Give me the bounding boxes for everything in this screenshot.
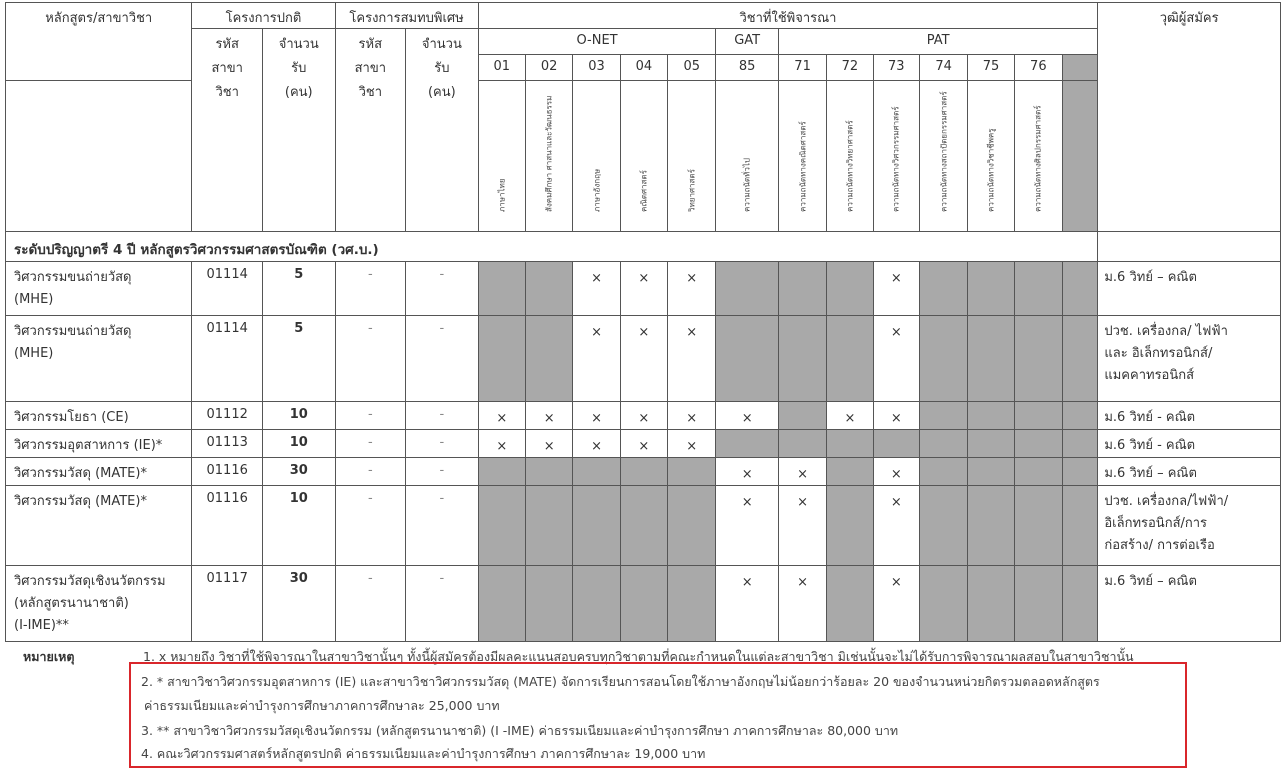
shaded-cell <box>525 458 572 486</box>
shaded-cell <box>1063 316 1098 402</box>
subject-name: ความถนัดทางคณิตศาสตร์ <box>778 81 826 232</box>
subject-mark: × <box>573 316 620 402</box>
shaded-cell <box>1063 566 1098 642</box>
shaded-cell <box>1063 55 1098 81</box>
subject-mark: × <box>873 566 919 642</box>
program-name <box>6 262 192 316</box>
shaded-cell <box>968 262 1014 316</box>
shaded-cell <box>827 316 873 402</box>
subject-mark: × <box>620 430 667 458</box>
subject-name: ความถนัดทั่วไป <box>716 81 778 232</box>
shaded-cell <box>1014 430 1062 458</box>
shaded-cell <box>968 316 1014 402</box>
shaded-cell <box>620 566 667 642</box>
shaded-cell <box>968 486 1014 566</box>
subject-name: คณิตศาสตร์ <box>620 81 667 232</box>
program-name-line: วิศวกรรมโยธา (CE) <box>14 410 129 425</box>
qualification-line: อิเล็กทรอนิกส์/การ <box>1104 516 1208 531</box>
special-seats: - <box>406 458 479 486</box>
header-program: หลักสูตร/สาขาวิชา <box>6 3 192 81</box>
notes-title: หมายเหตุ <box>23 649 75 664</box>
header-regular: โครงการปกติ <box>192 3 335 29</box>
subject-mark: × <box>668 402 716 430</box>
special-seats: - <box>406 430 479 458</box>
subject-code: 75 <box>968 55 1014 81</box>
table-row <box>6 458 1281 486</box>
shaded-cell <box>1063 430 1098 458</box>
subject-mark: × <box>778 486 826 566</box>
shaded-cell <box>778 430 826 458</box>
special-code: - <box>335 486 406 566</box>
shaded-cell <box>716 262 778 316</box>
table-row <box>6 486 1281 566</box>
note-2b: ค่าธรรมเนียมและค่าบำรุงการศึกษาภาคการศึกษาละ 25,000 บาท <box>144 698 500 713</box>
shaded-cell <box>919 316 967 402</box>
shaded-cell <box>827 458 873 486</box>
table-row <box>6 402 1281 430</box>
shaded-cell <box>573 486 620 566</box>
qualification <box>1098 262 1281 316</box>
qualification <box>1098 402 1281 430</box>
special-code: - <box>335 262 406 316</box>
special-seats: - <box>406 262 479 316</box>
qualification-line: ม.6 วิทย์ – คณิต <box>1104 466 1197 481</box>
program-name-line: วิศวกรรมขนถ่ายวัสดุ <box>14 324 132 339</box>
program-name-line: วิศวกรรมอุตสาหการ (IE)* <box>14 438 163 453</box>
subject-mark: × <box>620 402 667 430</box>
shaded-cell <box>778 316 826 402</box>
shaded-cell <box>919 566 967 642</box>
qualification-line: ปวช. เครื่องกล/ไฟฟ้า/ <box>1104 494 1229 509</box>
shaded-cell <box>620 486 667 566</box>
subject-mark: × <box>716 458 778 486</box>
shaded-cell <box>827 430 873 458</box>
subject-name: ความถนัดทางวิศวกรรมศาสตร์ <box>873 81 919 232</box>
subject-name: ความถนัดทางสถาปัตยกรรมศาสตร์ <box>919 81 967 232</box>
shaded-cell <box>668 486 716 566</box>
program-code: 01112 <box>192 402 263 430</box>
shaded-cell <box>827 262 873 316</box>
subject-mark: × <box>778 566 826 642</box>
program-code: 01113 <box>192 430 263 458</box>
section-title: ระดับปริญญาตรี 4 ปี หลักสูตรวิศวกรรมศาสตรบัณฑิต (วศ.บ.) <box>6 232 1098 262</box>
qualification-line: ก่อสร้าง/ การต่อเรือ <box>1104 538 1215 553</box>
program-name <box>6 458 192 486</box>
shaded-cell <box>919 402 967 430</box>
shaded-cell <box>873 430 919 458</box>
subject-mark: × <box>620 316 667 402</box>
group-pat: PAT <box>778 29 1097 55</box>
special-code: - <box>335 402 406 430</box>
program-code: 01114 <box>192 262 263 316</box>
subject-code: 03 <box>573 55 620 81</box>
subject-code: 72 <box>827 55 873 81</box>
note-2a: 2. * สาขาวิชาวิศวกรรมอุตสาหการ (IE) และสาขาวิชาวิศวกรรมวัสดุ (MATE) จัดการเรียนการสอนโดยใช้ภาษาอังกฤษไม่น้อยกว่าร้อยละ 20 ของจำนวนหน่วยกิตรวมตลอดหลักสูตร <box>141 674 1100 689</box>
shaded-cell <box>1014 458 1062 486</box>
program-name-line: (I-IME)** <box>14 618 69 633</box>
subject-mark: × <box>668 262 716 316</box>
program-name <box>6 402 192 430</box>
shaded-cell <box>478 262 525 316</box>
qualification <box>1098 566 1281 642</box>
subject-code: 05 <box>668 55 716 81</box>
shaded-cell <box>1014 316 1062 402</box>
subject-mark: × <box>668 430 716 458</box>
special-code: - <box>335 566 406 642</box>
shaded-cell <box>1014 262 1062 316</box>
header-special-code: รหัส สาขา วิชา <box>335 29 406 232</box>
shaded-cell <box>620 458 667 486</box>
table-row <box>6 566 1281 642</box>
special-code: - <box>335 458 406 486</box>
subject-mark: × <box>778 458 826 486</box>
shaded-cell <box>1063 262 1098 316</box>
header-code: รหัส สาขา วิชา <box>192 29 263 232</box>
program-seats: 5 <box>262 316 335 402</box>
program-name-line: (MHE) <box>14 346 54 361</box>
subject-mark: × <box>478 430 525 458</box>
program-name <box>6 316 192 402</box>
header-seats: จำนวน รับ (คน) <box>262 29 335 232</box>
subject-mark: × <box>525 430 572 458</box>
group-gat: GAT <box>716 29 778 55</box>
shaded-cell <box>1014 566 1062 642</box>
subject-code: 04 <box>620 55 667 81</box>
subject-mark: × <box>668 316 716 402</box>
qualification-line: ม.6 วิทย์ – คณิต <box>1104 270 1197 285</box>
shaded-cell <box>716 430 778 458</box>
table-row <box>6 430 1281 458</box>
subject-mark: × <box>716 486 778 566</box>
shaded-cell <box>827 486 873 566</box>
qualification-line: ปวช. เครื่องกล/ ไฟฟ้า <box>1104 324 1228 339</box>
subject-mark: × <box>620 262 667 316</box>
admission-table <box>5 2 1281 642</box>
shaded-cell <box>1063 81 1098 232</box>
table-row <box>6 316 1281 402</box>
program-seats: 30 <box>262 458 335 486</box>
shaded-cell <box>1063 458 1098 486</box>
subject-code: 74 <box>919 55 967 81</box>
note-1: 1. x หมายถึง วิชาที่ใช้พิจารณาในสาขาวิชานั้นๆ ทั้งนี้ผู้สมัครต้องมีผลคะแนนสอบครบทุกวิชาตามที่คณะกำหนดในแต่ละสาขาวิชา มิเช่นนั้นจะไม่ได้รับการพิจารณาผลสอบในสาขาวิชานั้น <box>143 649 1134 664</box>
subject-code: 71 <box>778 55 826 81</box>
qualification <box>1098 486 1281 566</box>
shaded-cell <box>478 458 525 486</box>
shaded-cell <box>778 262 826 316</box>
shaded-cell <box>968 430 1014 458</box>
subject-mark: × <box>525 402 572 430</box>
subject-code: 01 <box>478 55 525 81</box>
qualification-line: ม.6 วิทย์ - คณิต <box>1104 410 1196 425</box>
program-name-line: (หลักสูตรนานาชาติ) <box>14 596 129 611</box>
subject-mark: × <box>573 262 620 316</box>
shaded-cell <box>919 458 967 486</box>
group-onet: O-NET <box>478 29 716 55</box>
shaded-cell <box>968 402 1014 430</box>
header-subjects: วิชาที่ใช้พิจารณา <box>478 3 1098 29</box>
subject-mark: × <box>873 486 919 566</box>
subject-mark: × <box>873 458 919 486</box>
shaded-cell <box>919 430 967 458</box>
shaded-cell <box>1063 486 1098 566</box>
program-seats: 10 <box>262 430 335 458</box>
shaded-cell <box>716 316 778 402</box>
qualification <box>1098 458 1281 486</box>
shaded-cell <box>968 566 1014 642</box>
subject-name: วิทยาศาสตร์ <box>668 81 716 232</box>
subject-mark: × <box>573 430 620 458</box>
subject-name: สังคมศึกษา ศาสนาและวัฒนธรรม <box>525 81 572 232</box>
special-code: - <box>335 316 406 402</box>
highlight-box <box>129 662 1187 768</box>
special-seats: - <box>406 566 479 642</box>
qualification-line: ม.6 วิทย์ – คณิต <box>1104 574 1197 589</box>
header-qualification: วุฒิผู้สมัคร <box>1098 3 1281 232</box>
subject-mark: × <box>716 402 778 430</box>
program-code: 01117 <box>192 566 263 642</box>
program-seats: 10 <box>262 486 335 566</box>
shaded-cell <box>827 566 873 642</box>
subject-name: ภาษาไทย <box>478 81 525 232</box>
special-code: - <box>335 430 406 458</box>
header-special-seats: จำนวน รับ (คน) <box>406 29 479 232</box>
program-name <box>6 430 192 458</box>
special-seats: - <box>406 402 479 430</box>
qualification <box>1098 316 1281 402</box>
shaded-cell <box>478 566 525 642</box>
subject-mark: × <box>873 262 919 316</box>
header-special: โครงการสมทบพิเศษ <box>335 3 478 29</box>
subject-mark: × <box>573 402 620 430</box>
table-row <box>6 262 1281 316</box>
note-3: 3. ** สาขาวิชาวิศวกรรมวัสดุเชิงนวัตกรรม (หลักสูตรนานาชาติ) (I -IME) ค่าธรรมเนียมและค่าบำรุงการศึกษา ภาคการศึกษาละ 80,000 บาท <box>141 723 899 738</box>
shaded-cell <box>573 566 620 642</box>
subject-code: 73 <box>873 55 919 81</box>
subject-code: 76 <box>1014 55 1062 81</box>
shaded-cell <box>478 486 525 566</box>
subject-mark: × <box>716 566 778 642</box>
program-seats: 30 <box>262 566 335 642</box>
header-spacer <box>6 81 192 232</box>
program-code: 01116 <box>192 458 263 486</box>
qualification <box>1098 430 1281 458</box>
shaded-cell <box>478 316 525 402</box>
shaded-cell <box>1014 486 1062 566</box>
shaded-cell <box>525 262 572 316</box>
shaded-cell <box>1063 402 1098 430</box>
shaded-cell <box>668 458 716 486</box>
subject-name: ความถนัดทางศิลปกรรมศาสตร์ <box>1014 81 1062 232</box>
shaded-cell <box>778 402 826 430</box>
program-name-line: วิศวกรรมวัสดุ (MATE)* <box>14 466 147 481</box>
program-code: 01114 <box>192 316 263 402</box>
subject-mark: × <box>873 316 919 402</box>
subject-name: ความถนัดทางวิทยาศาสตร์ <box>827 81 873 232</box>
program-seats: 5 <box>262 262 335 316</box>
qualification-line: แมคคาทรอนิกส์ <box>1104 368 1195 383</box>
subject-mark: × <box>478 402 525 430</box>
special-seats: - <box>406 316 479 402</box>
shaded-cell <box>525 566 572 642</box>
special-seats: - <box>406 486 479 566</box>
subject-code: 02 <box>525 55 572 81</box>
program-name <box>6 486 192 566</box>
shaded-cell <box>968 458 1014 486</box>
subject-code: 85 <box>716 55 778 81</box>
qualification-line: และ อิเล็กทรอนิกส์/ <box>1104 346 1213 361</box>
subject-mark: × <box>827 402 873 430</box>
program-name-line: วิศวกรรมวัสดุเชิงนวัตกรรม <box>14 574 166 589</box>
shaded-cell <box>668 566 716 642</box>
shaded-cell <box>525 316 572 402</box>
program-name-line: วิศวกรรมวัสดุ (MATE)* <box>14 494 147 509</box>
program-name-line: วิศวกรรมขนถ่ายวัสดุ <box>14 270 132 285</box>
program-seats: 10 <box>262 402 335 430</box>
qualification-line: ม.6 วิทย์ - คณิต <box>1104 438 1196 453</box>
shaded-cell <box>919 262 967 316</box>
subject-mark: × <box>873 402 919 430</box>
subject-name: ความถนัดทางวิชาชีพครู <box>968 81 1014 232</box>
program-code: 01116 <box>192 486 263 566</box>
section-blank <box>1098 232 1281 262</box>
shaded-cell <box>1014 402 1062 430</box>
subject-name: ภาษาอังกฤษ <box>573 81 620 232</box>
shaded-cell <box>573 458 620 486</box>
note-4: 4. คณะวิศวกรรมศาสตร์หลักสูตรปกติ ค่าธรรมเนียมและค่าบำรุงการศึกษา ภาคการศึกษาละ 19,000 บาท <box>141 746 706 761</box>
shaded-cell <box>525 486 572 566</box>
program-name <box>6 566 192 642</box>
program-name-line: (MHE) <box>14 292 54 307</box>
shaded-cell <box>919 486 967 566</box>
